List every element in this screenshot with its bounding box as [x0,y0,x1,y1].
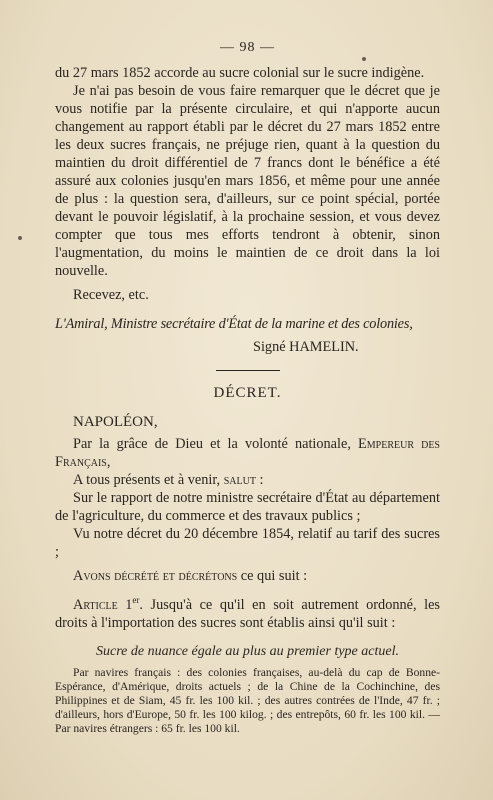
decree-seen-clause: Vu notre décret du 20 décembre 1854, relatif au tarif des sucres ; [55,526,440,560]
emperor-title: Empereur des Français [55,436,440,470]
decree-enacting-clause [55,567,440,585]
section-divider [216,370,280,371]
page-number: — 98 — [220,40,275,55]
article-ordinal: er [132,595,140,605]
article-label: Article 1 [73,596,133,613]
decree-preamble-grace [55,435,440,471]
article-text: . Jusqu'à ce qu'il en soit autrement ordonné, les droits à l'importation des sucres sont établis ainsi qu'il suit : [55,596,440,631]
tariff-section-title: Sucre de nuance égale au plus au premier type actuel. [96,643,399,659]
decree-article-1 [55,591,440,632]
salute-punct: : [255,472,264,488]
signature-name: Signé HAMELIN. [253,339,359,355]
decree-preamble-salute [55,471,440,489]
letter-paragraph: Je n'ai pas besoin de vous faire remarquer que le décret que je vous notifie par la présente circulaire, et qui n'apporte aucun changement au rapport établi par le décret du 27 mars 1852 entre les deux sucres français, ne préjuge rien, quant à la question du maintien du droit différentiel de 7 francs dont le bénéfice a été assuré aux colonies jusqu'en mars 1856, et même pour une année de plus : la question sera, d'ailleurs, sur ce point spécial, portée devant le pouvoir législatif, à la prochaine session, et vous devez compter que tous mes efforts tendront à obtenir, sinon l'augmentation, du moins le maintien de ce droit dans la loi nouvelle. [55,83,440,279]
letter-continuation-line: du 27 mars 1852 accorde au sucre colonial sur le sucre indigène. [55,65,425,81]
salute-word: salut [223,472,256,488]
decree-emperor-name: NAPOLÉON, [73,414,158,430]
decreed-words: Avons décrété et décrétons [73,568,238,584]
tariff-paragraph: Par navires français : des colonies françaises, au-delà du cap de Bonne-Espérance, d'Amérique, droits actuels ; de la Chine de la Cochinchine, des Philippines et de Siam, 45 fr. les 100 kil. ; des autres contrées de l'Inde, 47 fr. ; d'ailleurs, hors d'Europe, 50 fr. les 100 kilog. ; des entrepôts, 60 fr. les 100 kil. — Par navires étrangers : 65 fr. les 100 kil. [55,665,440,735]
page-content [55,40,440,736]
tariff-block [55,666,440,736]
grace-punct: , [106,454,111,470]
paper-speck [18,236,22,240]
decreed-rest: ce qui suit : [237,568,308,584]
salute-text: A tous présents et à venir, [73,472,224,488]
signature-title: L'Amiral, Ministre secrétaire d'État de la marine et des colonies, [55,316,413,332]
letter-closing: Recevez, etc. [73,287,149,303]
grace-text: Par la grâce de Dieu et la volonté nationale, [73,436,359,452]
decree-report-clause: Sur le rapport de notre ministre secrétaire d'État au département de l'agriculture, du commerce et des travaux publics ; [55,490,440,524]
decree-heading: DÉCRET. [213,385,282,401]
